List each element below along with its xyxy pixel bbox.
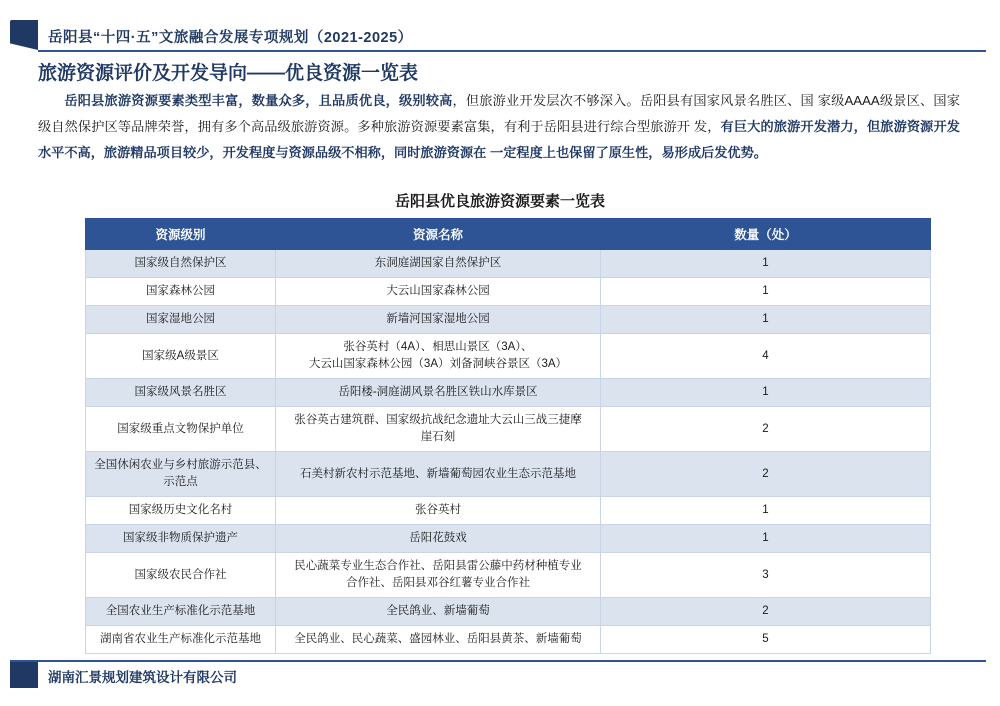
cell-resource-count: 1 [601,379,931,407]
cell-resource-level: 国家森林公园 [86,278,276,306]
cell-resource-count: 4 [601,334,931,379]
document-title: 岳阳县“十四·五”文旅融合发展专项规划（2021-2025） [48,30,413,46]
cell-resource-name: 全民鸽业、新墙葡萄 [276,598,601,626]
table-row [86,525,931,553]
cell-resource-count: 3 [601,553,931,598]
table-row [86,553,931,598]
cell-resource-level: 国家级自然保护区 [86,250,276,278]
table-row [86,598,931,626]
cell-resource-name: 民心蔬菜专业生态合作社、岳阳县雷公藤中药材种植专业 合作社、岳阳县邓谷红薯专业合作社 [276,553,601,598]
intro-paragraph [38,88,960,166]
header-accent-tab [10,20,38,50]
table-row [86,306,931,334]
cell-resource-name: 张谷英村（4A）、相思山景区（3A）、 大云山国家森林公园（3A）刘备洞峡谷景区（3A） [276,334,601,379]
cell-resource-level: 湖南省农业生产标准化示范基地 [86,626,276,654]
cell-resource-name: 张谷英古建筑群、国家级抗战纪念遗址大云山三战三捷摩 崖石刻 [276,407,601,452]
cell-resource-name: 东洞庭湖国家自然保护区 [276,250,601,278]
paragraph-segment-normal: ，但旅游业开发层次不够深入。岳阳县有国家风景名胜区、国 家级AAAA级景区、国家级自然保护区等品牌荣誉，拥有多个高品级旅游资源。多种旅游资源要素富集，有利于岳阳县进行综合型旅游开 发， [38,93,960,134]
column-header-name: 资源名称 [276,219,601,250]
cell-resource-count: 5 [601,626,931,654]
cell-resource-name: 岳阳花鼓戏 [276,525,601,553]
table-body [86,250,931,654]
cell-resource-level: 全国农业生产标准化示范基地 [86,598,276,626]
resource-table-container [85,218,915,654]
paragraph-segment-bold-1: 岳阳县旅游资源要素类型丰富，数量众多，且品质优良，级别较高 [64,93,453,108]
cell-resource-count: 2 [601,598,931,626]
cell-resource-name: 石美村新农村示范基地、新墙葡萄园农业生态示范基地 [276,452,601,497]
paragraph-segment-bold-2: 有巨大的旅游开发潜力，但旅游资源开发水平不高，旅游精品项目较少，开发程度与资源品级不相称，同时旅游资源在 一定程度上也保留了原生性，易形成后发优势。 [38,119,960,160]
cell-resource-count: 2 [601,452,931,497]
cell-resource-count: 1 [601,250,931,278]
cell-resource-level: 国家级重点文物保护单位 [86,407,276,452]
table-row [86,626,931,654]
cell-resource-name: 大云山国家森林公园 [276,278,601,306]
cell-resource-name: 新墙河国家湿地公园 [276,306,601,334]
column-header-count: 数量（处） [601,219,931,250]
cell-resource-level: 国家湿地公园 [86,306,276,334]
cell-resource-level: 全国休闲农业与乡村旅游示范县、 示范点 [86,452,276,497]
table-header-row [86,219,931,250]
cell-resource-count: 1 [601,278,931,306]
footer-divider [10,660,986,662]
cell-resource-level: 国家级A级景区 [86,334,276,379]
column-header-level: 资源级别 [86,219,276,250]
footer-accent-tab [10,662,38,688]
cell-resource-name: 张谷英村 [276,497,601,525]
cell-resource-name: 岳阳楼-洞庭湖风景名胜区铁山水库景区 [276,379,601,407]
section-heading: 旅游资源评价及开发导向——优良资源一览表 [38,63,419,84]
page-header [0,20,1000,52]
table-row [86,497,931,525]
resource-table [85,218,931,654]
cell-resource-level: 国家级历史文化名村 [86,497,276,525]
cell-resource-count: 1 [601,306,931,334]
cell-resource-level: 国家级风景名胜区 [86,379,276,407]
table-row [86,250,931,278]
cell-resource-level: 国家级非物质保护遗产 [86,525,276,553]
cell-resource-count: 1 [601,525,931,553]
table-row [86,452,931,497]
table-row [86,334,931,379]
table-row [86,278,931,306]
cell-resource-level: 国家级农民合作社 [86,553,276,598]
table-row [86,379,931,407]
header-divider [38,50,986,52]
footer-company: 湖南汇景规划建筑设计有限公司 [48,670,237,685]
cell-resource-count: 1 [601,497,931,525]
table-caption: 岳阳县优良旅游资源要素一览表 [394,193,605,210]
cell-resource-count: 2 [601,407,931,452]
cell-resource-name: 全民鸽业、民心蔬菜、盛园林业、岳阳县黄茶、新墙葡萄 [276,626,601,654]
table-row [86,407,931,452]
